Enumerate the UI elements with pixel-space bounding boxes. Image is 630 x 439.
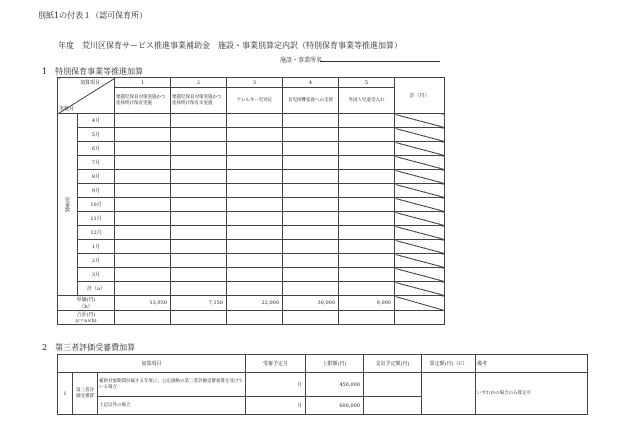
corner-cell	[58, 78, 115, 114]
month-cell: 5月	[78, 128, 115, 142]
table-row	[58, 212, 445, 226]
table-row	[58, 128, 445, 142]
count-cell[interactable]	[115, 212, 171, 226]
count-cell[interactable]	[339, 240, 395, 254]
col-num: 5	[339, 78, 395, 88]
count-cell[interactable]	[339, 254, 395, 268]
sum-cell[interactable]	[227, 311, 283, 325]
unit-price-cell: 13,930	[115, 296, 171, 311]
total-header: 計（円）	[395, 78, 445, 114]
total-a-cell[interactable]	[339, 282, 395, 296]
count-cell[interactable]	[283, 254, 339, 268]
s2-row-desc: 上記以外の場合	[98, 397, 246, 415]
count-cell[interactable]	[339, 156, 395, 170]
s2-header-item: 加算項目	[58, 355, 246, 373]
total-a-cell[interactable]	[171, 282, 227, 296]
month-cell: 2月	[78, 254, 115, 268]
s2-header-amount: 算定額(円)（C）	[422, 355, 476, 373]
table-row	[58, 156, 445, 170]
month-cell: 8月	[78, 170, 115, 184]
count-cell[interactable]	[115, 240, 171, 254]
count-cell[interactable]	[283, 128, 339, 142]
page-title: 年度 荒川区保育サービス推進事業補助金 施設・事業別算定内訳（特別保育事業等推進加算）	[58, 41, 402, 50]
count-cell[interactable]	[171, 254, 227, 268]
unit-price-cell: 30,000	[283, 296, 339, 311]
count-cell[interactable]	[171, 184, 227, 198]
table-row	[58, 114, 445, 128]
slash-cell	[395, 268, 445, 282]
section2-heading: 2 第三者評価受審費加算	[42, 343, 136, 352]
facility-label: 施設・事業所名	[280, 57, 323, 64]
count-cell[interactable]	[227, 128, 283, 142]
count-cell[interactable]	[115, 226, 171, 240]
count-cell[interactable]	[115, 254, 171, 268]
unit-price-cell: 7,150	[171, 296, 227, 311]
count-cell[interactable]	[283, 142, 339, 156]
col-num: 4	[283, 78, 339, 88]
total-a-cell[interactable]	[115, 282, 171, 296]
s2-row-payment[interactable]	[364, 373, 422, 397]
count-cell[interactable]	[283, 156, 339, 170]
count-cell[interactable]	[227, 212, 283, 226]
count-cell[interactable]	[115, 198, 171, 212]
s2-remark: いずれかの場合のみ算定可	[476, 373, 588, 415]
unit-price-label	[58, 296, 115, 311]
count-cell[interactable]	[171, 212, 227, 226]
slash-cell	[395, 254, 445, 268]
month-cell: 7月	[78, 156, 115, 170]
count-cell[interactable]	[115, 114, 171, 128]
sum-label	[58, 311, 115, 325]
count-cell[interactable]	[171, 128, 227, 142]
count-cell[interactable]	[339, 268, 395, 282]
sum-cell[interactable]	[283, 311, 339, 325]
total-a-cell[interactable]	[283, 282, 339, 296]
count-cell[interactable]	[339, 114, 395, 128]
count-cell[interactable]	[171, 170, 227, 184]
count-cell[interactable]	[227, 170, 283, 184]
col-num: 3	[227, 78, 283, 88]
s2-row-num: 1	[58, 373, 73, 415]
unit-price-cell: 22,000	[227, 296, 283, 311]
count-cell[interactable]	[227, 254, 283, 268]
count-cell[interactable]	[227, 268, 283, 282]
table-row	[58, 282, 445, 296]
month-cell: 6月	[78, 142, 115, 156]
count-cell[interactable]	[227, 240, 283, 254]
month-cell: 4月	[78, 114, 115, 128]
count-cell[interactable]	[227, 142, 283, 156]
table-row	[58, 170, 445, 184]
sum-label-text: 合計(円)	[76, 312, 96, 318]
table-row	[58, 142, 445, 156]
count-cell[interactable]	[283, 212, 339, 226]
corner-bottom-label: 実施月	[59, 106, 75, 112]
table-row	[58, 226, 445, 240]
month-cell: 10月	[78, 198, 115, 212]
count-cell[interactable]	[171, 156, 227, 170]
section2-table	[57, 354, 588, 415]
count-cell[interactable]	[227, 156, 283, 170]
count-cell[interactable]	[283, 240, 339, 254]
count-cell[interactable]	[171, 240, 227, 254]
count-cell[interactable]	[339, 142, 395, 156]
count-cell[interactable]	[171, 114, 227, 128]
slash-cell	[395, 156, 445, 170]
s2-header-limit: 上限額(円)	[306, 355, 364, 373]
slash-cell	[395, 198, 445, 212]
count-cell[interactable]	[339, 184, 395, 198]
count-cell[interactable]	[339, 226, 395, 240]
col-label: 要越児保育対策実施かつ産休明け保育実施	[115, 88, 171, 114]
month-cell: 9月	[78, 184, 115, 198]
count-cell[interactable]	[339, 170, 395, 184]
count-cell[interactable]	[115, 156, 171, 170]
count-cell[interactable]	[227, 114, 283, 128]
month-cell: 3月	[78, 268, 115, 282]
count-cell[interactable]	[283, 184, 339, 198]
corner-top-label: 加算項目	[79, 80, 100, 86]
s2-header-remarks: 備考	[476, 355, 588, 373]
count-cell[interactable]	[283, 114, 339, 128]
count-cell[interactable]	[115, 184, 171, 198]
slash-cell	[395, 226, 445, 240]
s2-header-payment: 支出予定額(円)	[364, 355, 422, 373]
col-label: 育児困難家庭への支援	[283, 88, 339, 114]
count-cell[interactable]	[115, 268, 171, 282]
slash-cell	[395, 184, 445, 198]
count-cell[interactable]	[227, 226, 283, 240]
s2-row-payment[interactable]	[364, 397, 422, 415]
table-row	[58, 184, 445, 198]
s2-header-month: 受審予定月	[246, 355, 306, 373]
facility-name-line	[320, 61, 440, 62]
slash-cell	[395, 240, 445, 254]
section1-heading: 1 特別保育事業等推進加算	[42, 67, 144, 76]
unit-price-label-text: 単価(円)	[76, 297, 96, 303]
sum-cell[interactable]	[115, 311, 171, 325]
slash-cell	[395, 282, 445, 296]
slash-cell	[395, 170, 445, 184]
col-num: 2	[171, 78, 227, 88]
count-cell[interactable]	[171, 226, 227, 240]
sum-cell[interactable]	[339, 311, 395, 325]
count-cell[interactable]	[171, 198, 227, 212]
col-num: 1	[115, 78, 171, 88]
count-cell[interactable]	[115, 128, 171, 142]
col-label: 要越児保育対策実施かつ産休明け保育未実施	[171, 88, 227, 114]
form-number: 別紙1の付表１（認可保育所）	[38, 11, 148, 20]
slash-cell	[395, 128, 445, 142]
month-cell: 12月	[78, 226, 115, 240]
month-cell: 1月	[78, 240, 115, 254]
count-cell[interactable]	[227, 198, 283, 212]
s2-row-limit: 450,000	[306, 373, 364, 397]
slash-cell	[395, 114, 445, 128]
count-cell[interactable]	[339, 198, 395, 212]
sum-total-cell[interactable]	[395, 311, 445, 325]
count-cell[interactable]	[283, 170, 339, 184]
table-row	[58, 240, 445, 254]
col-label: 外国人児童受入れ	[339, 88, 395, 114]
section1-table	[57, 77, 445, 325]
col-label: アレルギー児対応	[227, 88, 283, 114]
s2-row-month[interactable]: 月	[246, 373, 306, 397]
s2-row-month[interactable]: 月	[246, 397, 306, 415]
unit-price-cell: 9,000	[339, 296, 395, 311]
table-row	[58, 268, 445, 282]
side-label-children: 児童数	[58, 114, 78, 296]
count-cell[interactable]	[283, 198, 339, 212]
count-cell[interactable]	[339, 128, 395, 142]
total-a-label: 計（a）	[78, 282, 115, 296]
s2-row-limit: 600,000	[306, 397, 364, 415]
sum-cell[interactable]	[171, 311, 227, 325]
s2-row-label: 第三者評価受審費	[73, 373, 98, 415]
month-cell: 11月	[78, 212, 115, 226]
count-cell[interactable]	[171, 268, 227, 282]
count-cell[interactable]	[115, 170, 171, 184]
total-a-cell[interactable]	[227, 282, 283, 296]
count-cell[interactable]	[171, 142, 227, 156]
slash-cell	[395, 142, 445, 156]
table-row	[58, 254, 445, 268]
sum-label-formula: (c=a×b)	[75, 318, 97, 324]
count-cell[interactable]	[227, 184, 283, 198]
table-row	[58, 198, 445, 212]
s2-row-desc: 補助対象期間が属する年度に、公定価格の第三者評価受審加算を受けている場合	[98, 373, 246, 397]
s2-row-amount[interactable]	[422, 373, 476, 415]
slash-cell	[395, 296, 445, 311]
unit-price-label-b: （b）	[79, 304, 93, 310]
count-cell[interactable]	[339, 212, 395, 226]
count-cell[interactable]	[283, 226, 339, 240]
slash-cell	[395, 212, 445, 226]
count-cell[interactable]	[115, 142, 171, 156]
count-cell[interactable]	[283, 268, 339, 282]
